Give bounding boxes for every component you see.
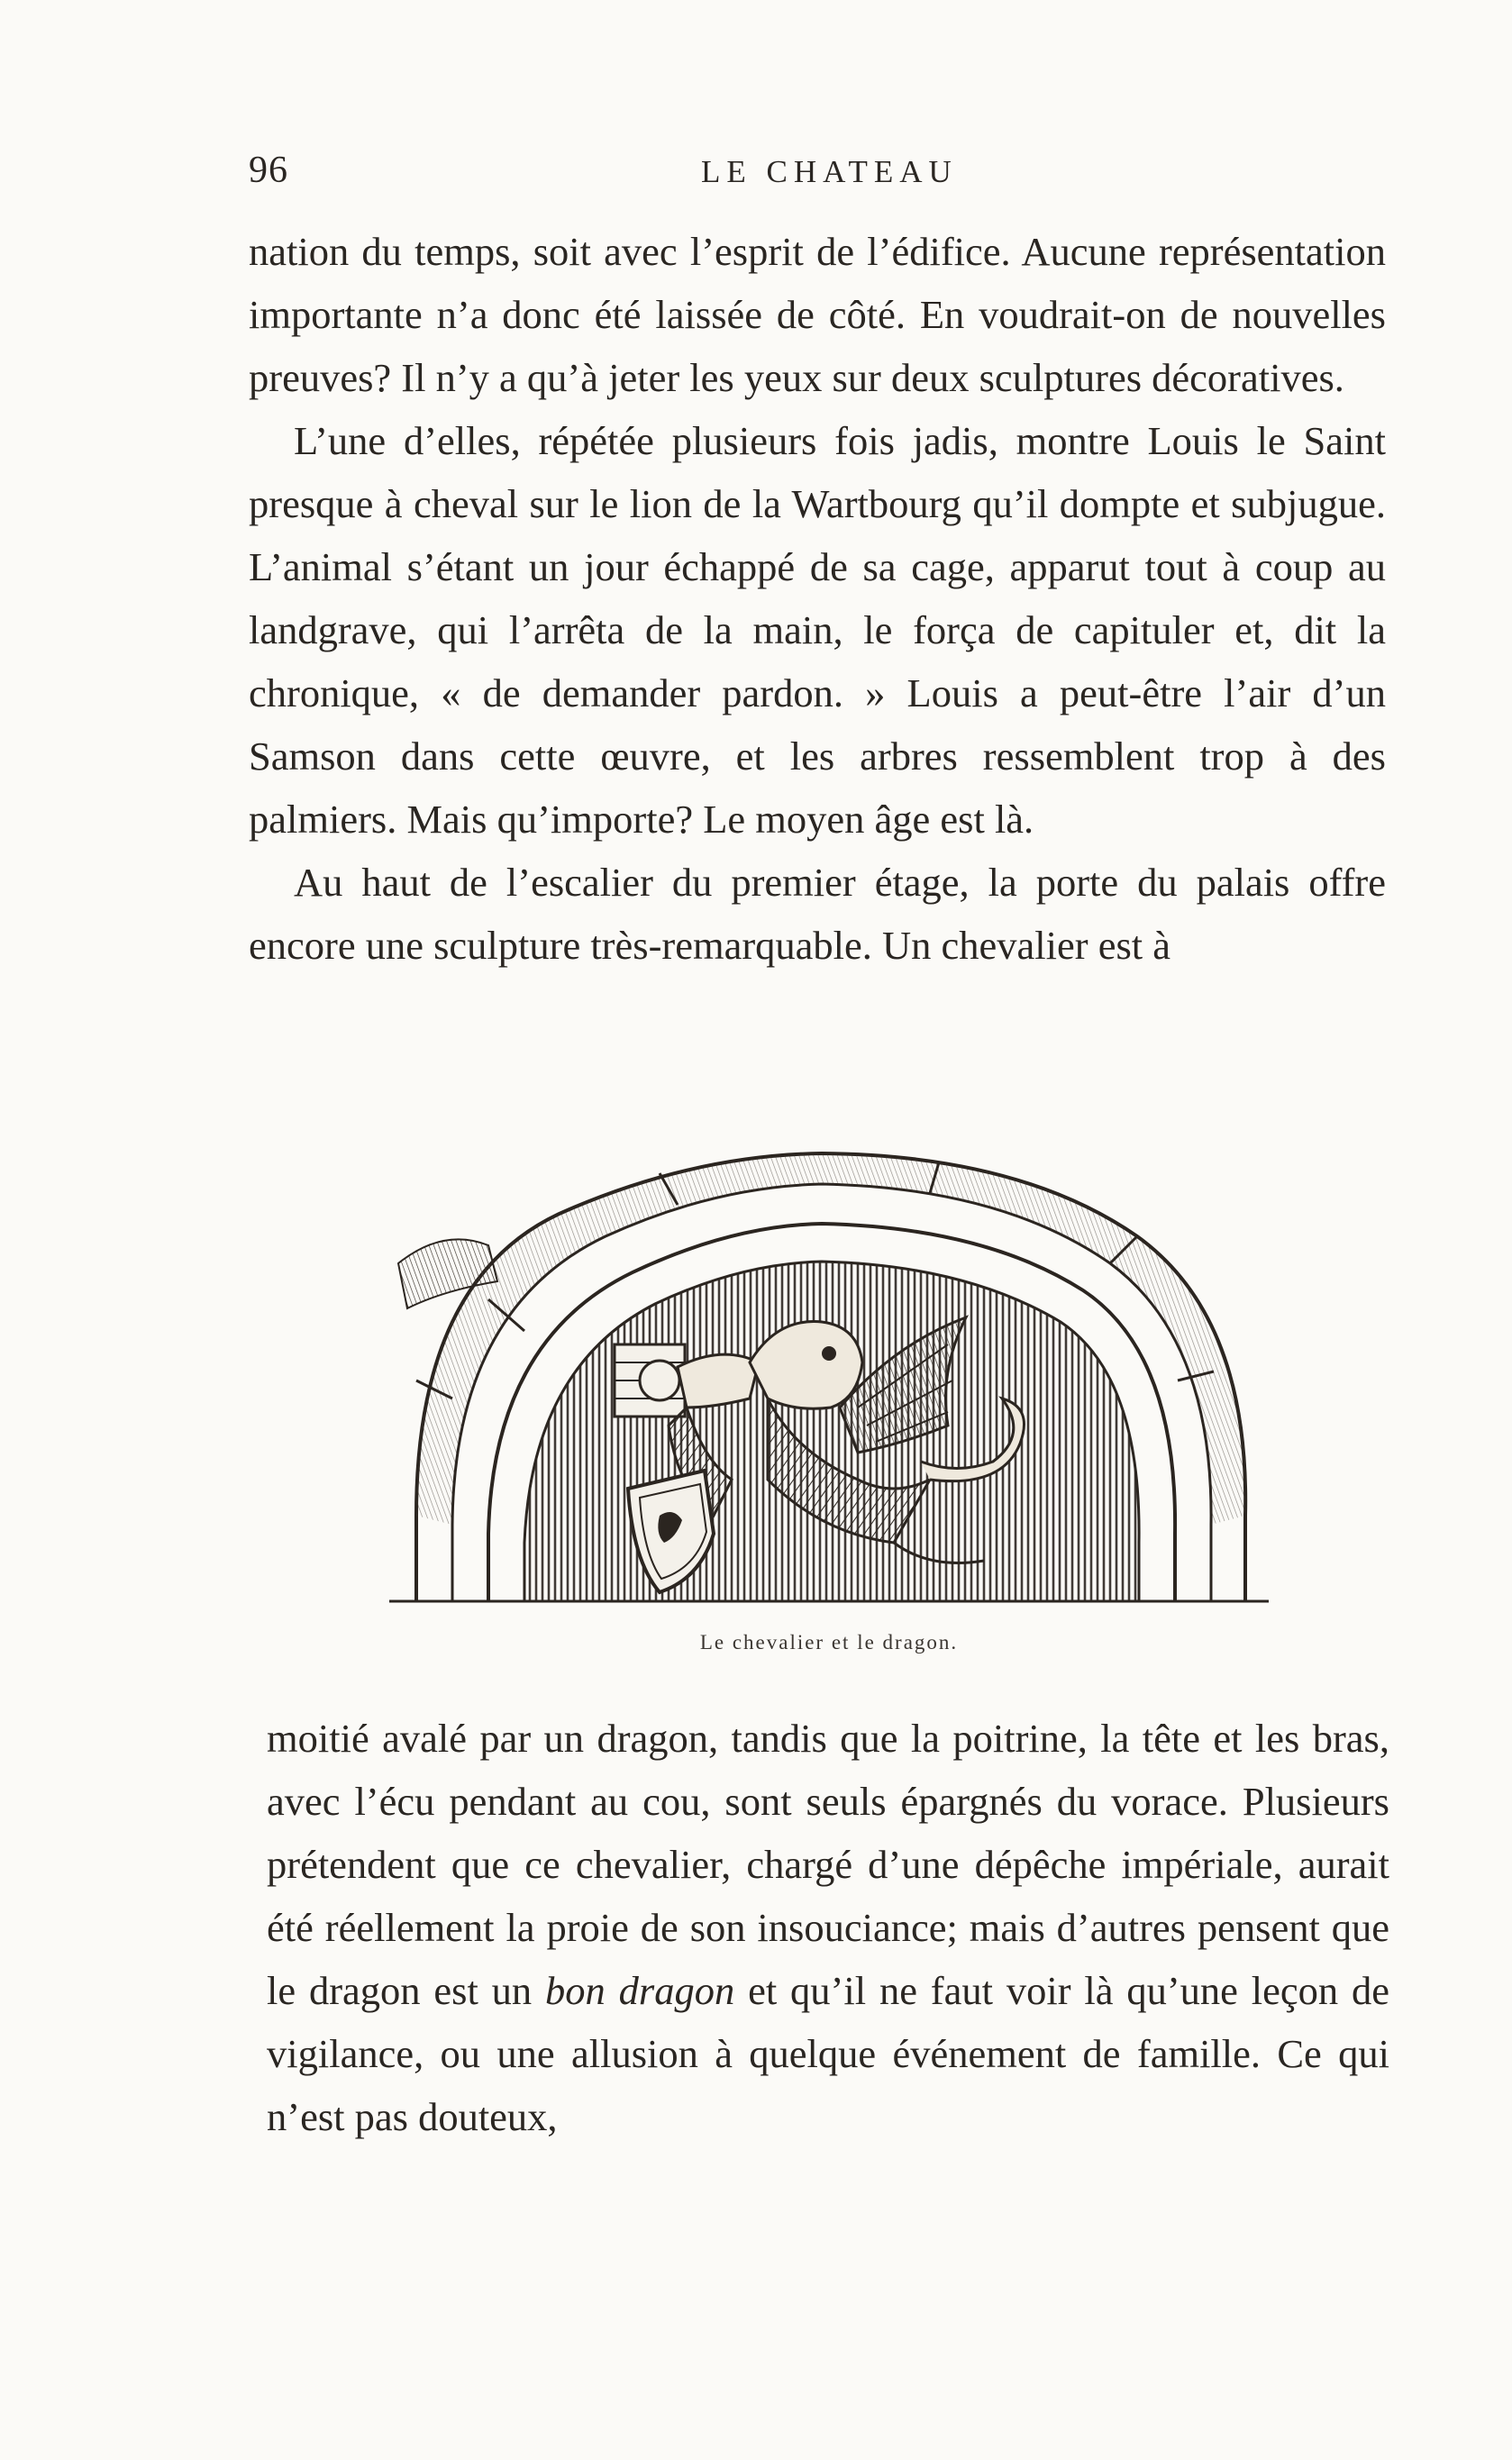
text-block-top	[249, 220, 1386, 977]
paragraph: L’une d’elles, répétée plusieurs fois jadis, montre Louis le Saint presque à cheval sur le lion de la Wartbourg qu’il dompte et subjugue. L’animal s’étant un jour échappé de sa cage, apparut tout à coup au landgrave, qui l’arrêta de la main, le força de capituler et, dit la chronique, « de demander pardon. » Louis a peut-être l’air d’un Samson dans cette œuvre, et les arbres ressemblent trop à des palmiers. Mais qu’importe? Le moyen âge est là.	[249, 418, 1386, 842]
engraving-illustration	[389, 1137, 1269, 1618]
italic-phrase: bon dragon	[545, 1968, 735, 2013]
paragraph-text: moitié avalé par un dragon, tandis que la poitrine, la tête et les bras, avec l’écu pendant au cou, sont seuls épargnés du vorace. Plusieurs prétendent que ce chevalier, chargé d’une dépêche impériale, aurait été réellement la proie de son insouciance; mais d’autres pensent que le dragon est un	[267, 1716, 1389, 2013]
paragraph	[267, 1707, 1389, 2148]
page-number: 96	[249, 150, 288, 191]
running-head: LE CHATEAU	[701, 154, 958, 189]
paragraph-text: et qu’il ne faut voir là qu’une leçon de vigilance, ou une allusion à quelque événement de famille. Ce qui n’est pas douteux,	[267, 1968, 1389, 2139]
paragraph: nation du temps, soit avec l’esprit de l’édifice. Aucune représentation importante n’a donc été laissée de côté. En voudrait-on de nouvelles preuves? Il n’y a qu’à jeter les yeux sur deux sculptures décoratives.	[249, 229, 1386, 400]
text-block-bottom	[267, 1707, 1389, 2148]
page-header	[249, 149, 1384, 203]
figure-caption: Le chevalier et le dragon.	[699, 1631, 959, 1654]
paragraph: Au haut de l’escalier du premier étage, la porte du palais offre encore une sculpture très-remarquable. Un chevalier est à	[249, 860, 1386, 968]
engraving-knight-and-dragon	[389, 1137, 1269, 1618]
